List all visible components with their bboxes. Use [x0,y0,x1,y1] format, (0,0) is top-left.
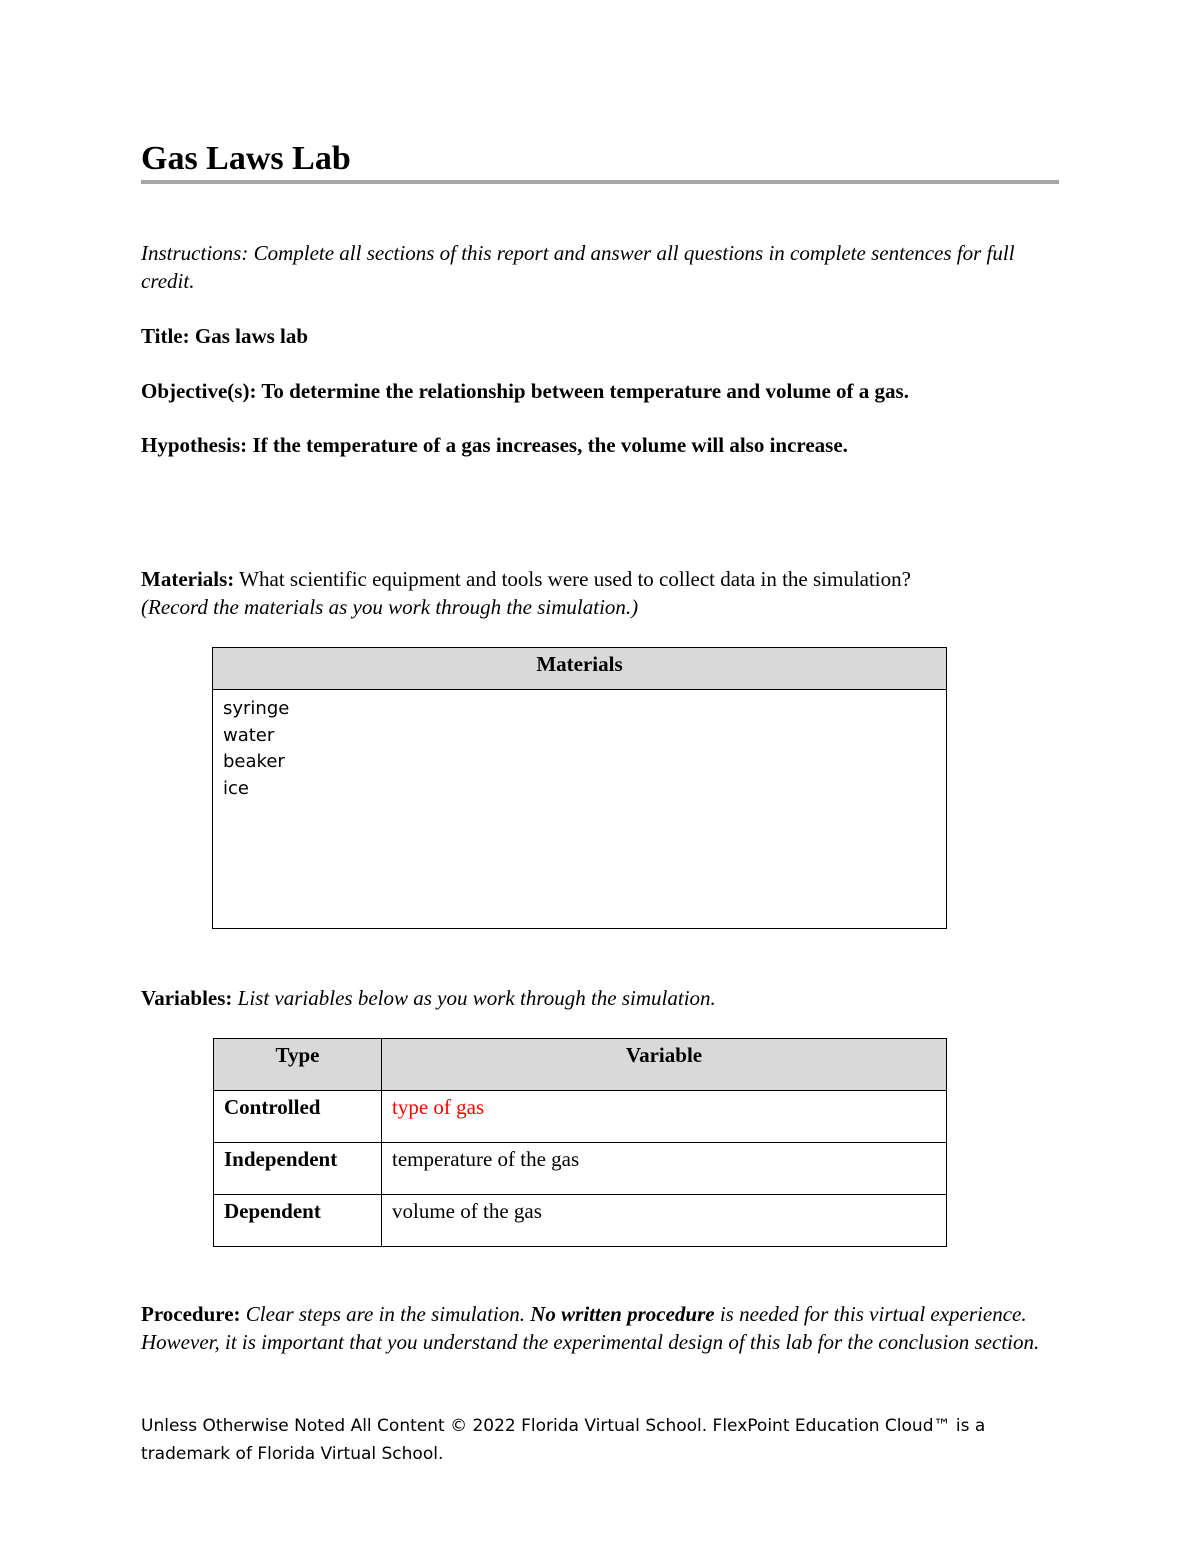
procedure-section [141,1300,1059,1356]
variables-table [213,1038,947,1247]
title-value: Gas laws lab [194,324,309,348]
material-item: water [223,724,275,746]
objective-label: Objective(s): [141,379,257,403]
procedure-bold: No written procedure [530,1302,715,1326]
materials-table [212,647,947,929]
title-label: Title: [141,324,190,348]
materials-table-header: Materials [213,648,947,690]
materials-note: (Record the materials as you work through the simulation.) [141,595,639,619]
variable-value: temperature of the gas [382,1143,947,1195]
hypothesis-label: Hypothesis: [141,433,248,457]
material-item: syringe [223,698,290,719]
variable-type: Controlled [214,1091,382,1143]
objective-line [141,377,1059,405]
variables-note: List variables below as you work through the simulation. [237,986,716,1010]
procedure-label: Procedure: [141,1302,241,1326]
objective-value: To determine the relationship between temperature and volume of a gas. [261,379,909,403]
variable-type: Independent [214,1143,382,1195]
type-column-header: Type [214,1039,382,1091]
table-row [214,1195,947,1247]
variable-column-header: Variable [382,1039,947,1091]
table-row [214,1091,947,1143]
variable-value: type of gas [382,1091,947,1143]
variable-value: volume of the gas [382,1195,947,1247]
procedure-text-2: is needed for this virtual experience. However, it is important that you understand the experimental design of this lab for the conclusion section. [141,1302,1040,1354]
materials-question: What scientific equipment and tools were used to collect data in the simulation? [239,567,911,591]
materials-label: Materials: [141,567,235,591]
variables-section [141,984,1059,1012]
variables-label: Variables: [141,986,233,1010]
hypothesis-value: If the temperature of a gas increases, the volume will also increase. [252,433,848,457]
materials-list-cell [213,690,947,929]
hypothesis-line [141,431,1059,459]
instructions: Instructions: Complete all sections of this report and answer all questions in complete sentences for full credit. [141,241,1015,293]
procedure-text-1: Clear steps are in the simulation. [245,1302,525,1326]
page-title: Gas Laws Lab [141,140,351,177]
material-item: ice [223,777,249,799]
variable-type: Dependent [214,1195,382,1247]
table-row [214,1143,947,1195]
title-rule [141,180,1059,184]
copyright-footer: Unless Otherwise Noted All Content © 2022 Florida Virtual School. FlexPoint Education Cloud™ is a trademark of Florida Virtual School. [141,1416,986,1464]
title-line [141,322,1059,350]
material-item: beaker [223,751,285,772]
materials-section [141,565,1059,621]
